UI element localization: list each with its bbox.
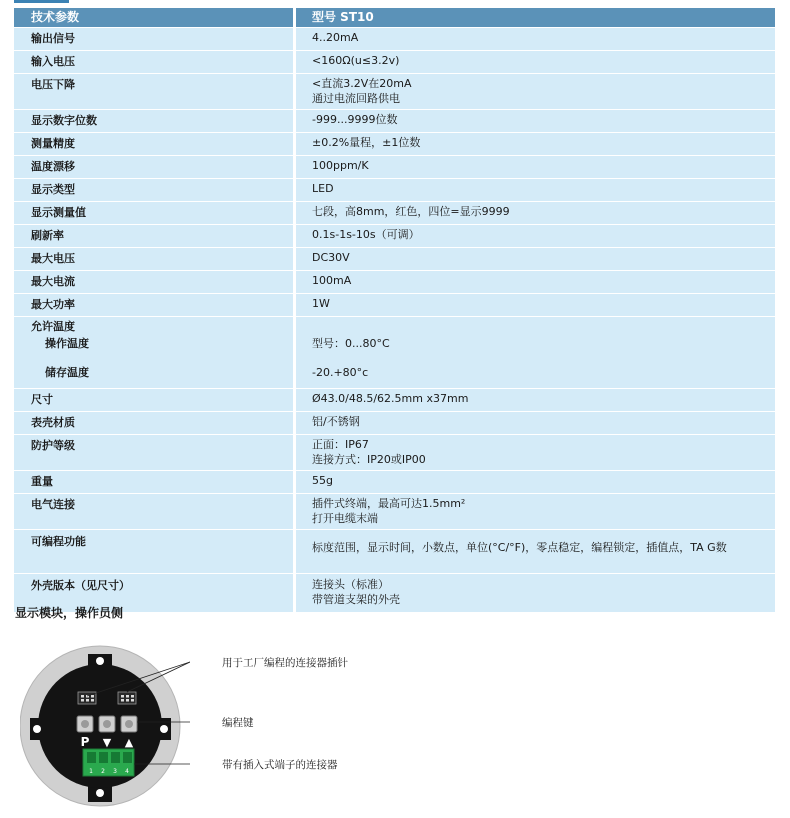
param-value-line: 连接头（标准） — [312, 578, 389, 591]
param-value — [296, 28, 775, 51]
key-label-up: ▲ — [124, 736, 134, 749]
table-row — [14, 494, 775, 530]
param-name: 最大电流 — [14, 271, 296, 294]
param-value-line: -999...9999位数 — [312, 113, 398, 126]
param-name: 输入电压 — [14, 51, 296, 74]
temp-label: 允许温度 — [31, 320, 75, 333]
param-value-line: 带管道支架的外壳 — [312, 593, 400, 606]
table-row — [14, 133, 775, 156]
section-title: 显示模块，操作员侧 — [15, 606, 124, 620]
param-name: 电气连接 — [14, 494, 296, 530]
programming-key-down[interactable] — [99, 716, 115, 732]
param-name — [14, 317, 296, 389]
screw-hole-top — [96, 657, 104, 665]
param-name: 最大电压 — [14, 248, 296, 271]
param-value — [296, 294, 775, 317]
param-name: 温度漂移 — [14, 156, 296, 179]
operating-temp-value: 型号：0...80°C — [312, 337, 390, 350]
param-value — [296, 574, 775, 613]
param-value — [296, 51, 775, 74]
param-value-line: LED — [312, 182, 334, 195]
programming-key-up[interactable] — [121, 716, 137, 732]
param-value — [296, 156, 775, 179]
param-value-line: 铝/不锈钢 — [312, 415, 360, 428]
param-value — [296, 133, 775, 156]
param-name: 表壳材质 — [14, 412, 296, 435]
programming-key-p[interactable] — [77, 716, 93, 732]
table-row — [14, 389, 775, 412]
spec-table — [14, 8, 775, 613]
param-name: 可编程功能 — [14, 530, 296, 574]
param-value-line: 插件式终端，最高可达1.5mm² — [312, 497, 466, 510]
param-value-line: 100mA — [312, 274, 352, 287]
param-value-line: DC30V — [312, 251, 350, 264]
param-name: 防护等级 — [14, 435, 296, 471]
param-name: 刷新率 — [14, 225, 296, 248]
storage-temp-value: -20.+80°c — [312, 366, 369, 379]
storage-temp-label: 储存温度 — [45, 366, 89, 379]
param-value — [296, 412, 775, 435]
param-value-line: 七段，高8mm，红色，四位=显示9999 — [312, 205, 510, 218]
param-value-line: ±0.2%量程，±1位数 — [312, 136, 421, 149]
terminal-number-2: 2 — [101, 768, 105, 775]
table-row — [14, 471, 775, 494]
header-accent-bar — [14, 0, 69, 3]
screw-hole-bottom — [96, 789, 104, 797]
table-header-row — [14, 8, 775, 28]
param-value-line: 连接方式：IP20或IP00 — [312, 453, 426, 466]
param-value — [296, 110, 775, 133]
callout-terminal-connector: 带有插入式端子的连接器 — [222, 759, 338, 771]
programming-pins-right — [118, 692, 136, 704]
param-value-line: 55g — [312, 474, 333, 487]
table-row — [14, 74, 775, 110]
terminal-number-4: 4 — [125, 768, 129, 775]
table-row — [14, 225, 775, 248]
param-value — [296, 471, 775, 494]
param-name: 最大功率 — [14, 294, 296, 317]
param-value-line: <160Ω(u≤3.2v) — [312, 54, 400, 67]
param-value — [296, 179, 775, 202]
operating-temp-label: 操作温度 — [45, 337, 89, 350]
param-value — [296, 271, 775, 294]
param-value-line: 打开电缆末端 — [312, 512, 378, 525]
table-row — [14, 28, 775, 51]
param-value — [296, 494, 775, 530]
param-value-line: 正面：IP67 — [312, 438, 369, 451]
table-row — [14, 412, 775, 435]
table-row — [14, 530, 775, 574]
param-name: 显示测量值 — [14, 202, 296, 225]
param-name: 显示类型 — [14, 179, 296, 202]
param-value — [296, 202, 775, 225]
table-row — [14, 202, 775, 225]
param-name: 重量 — [14, 471, 296, 494]
param-value — [296, 317, 775, 389]
table-row — [14, 248, 775, 271]
param-value-line: Ø43.0/48.5/62.5mm x37mm — [312, 392, 469, 405]
terminal-number-3: 3 — [113, 768, 117, 775]
table-row — [14, 179, 775, 202]
param-name: 输出信号 — [14, 28, 296, 51]
header-model-cell: 型号 ST10 — [296, 8, 775, 28]
param-value-line: 100ppm/K — [312, 159, 369, 172]
param-value-line: <直流3.2V在20mA — [312, 77, 412, 90]
param-value-line: 0.1s-1s-10s（可调） — [312, 228, 420, 241]
screw-hole-left — [33, 725, 41, 733]
terminal-number-1: 1 — [89, 768, 93, 775]
key-label-p: P — [80, 735, 90, 749]
header-param-cell: 技术参数 — [14, 8, 296, 28]
param-value — [296, 389, 775, 412]
table-row — [14, 156, 775, 179]
param-value-line: 通过电流回路供电 — [312, 92, 400, 105]
param-value — [296, 530, 775, 574]
table-row — [14, 51, 775, 74]
param-value — [296, 435, 775, 471]
table-row — [14, 574, 775, 613]
param-name: 测量精度 — [14, 133, 296, 156]
param-value-line: 1W — [312, 297, 330, 310]
callout-programming-pins: 用于工厂编程的连接器插针 — [222, 657, 348, 669]
display-module-diagram — [20, 640, 190, 812]
table-row — [14, 294, 775, 317]
param-value-line: 4..20mA — [312, 31, 359, 44]
table-row-temperature — [14, 317, 775, 389]
key-label-down: ▼ — [102, 736, 112, 749]
table-row — [14, 110, 775, 133]
param-value — [296, 225, 775, 248]
table-row — [14, 435, 775, 471]
param-name: 外壳版本（见尺寸） — [14, 574, 296, 613]
param-name: 显示数字位数 — [14, 110, 296, 133]
param-value — [296, 248, 775, 271]
table-row — [14, 271, 775, 294]
param-name: 尺寸 — [14, 389, 296, 412]
param-value — [296, 74, 775, 110]
param-value-line: 标度范围，显示时间，小数点，单位(°C/°F)，零点稳定，编程锁定，插值点，TA G数 — [312, 541, 727, 554]
param-name: 电压下降 — [14, 74, 296, 110]
screw-hole-right — [160, 725, 168, 733]
callout-programming-keys: 编程键 — [222, 717, 254, 729]
